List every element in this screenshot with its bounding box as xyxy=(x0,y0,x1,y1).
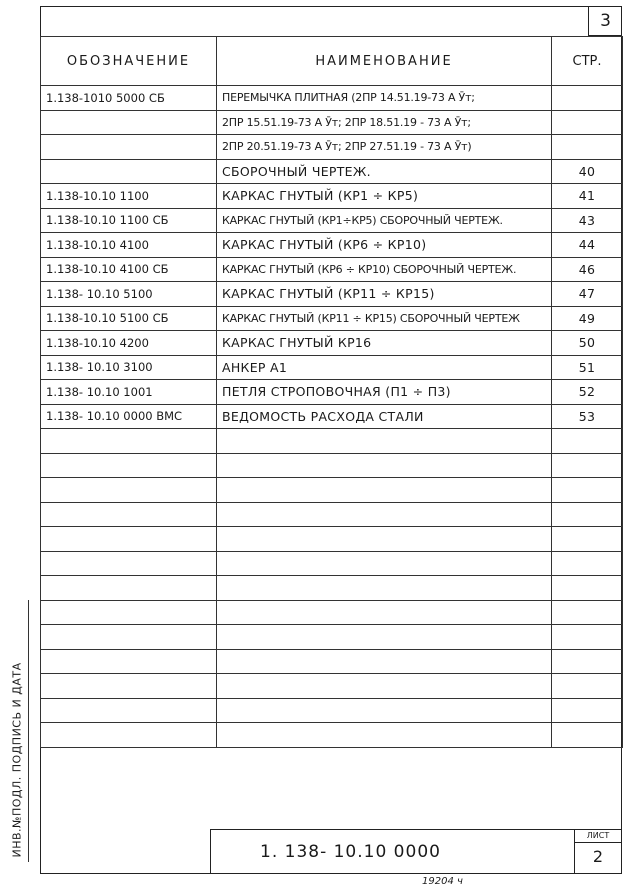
header-designation: ОБОЗНАЧЕНИЕ xyxy=(41,37,217,86)
side-stamp xyxy=(6,600,28,862)
cell-name: КАРКАС ГНУТЫЙ (КР11 ÷ КР15) xyxy=(217,282,552,307)
cell-page xyxy=(552,110,623,135)
cell-name xyxy=(217,625,552,650)
header-page: СТР. xyxy=(552,37,623,86)
table-row xyxy=(41,86,623,111)
cell-designation xyxy=(41,502,217,527)
cell-name: ПЕТЛЯ СТРОПОВОЧНАЯ (П1 ÷ П3) xyxy=(217,380,552,405)
cell-name xyxy=(217,674,552,699)
cell-name xyxy=(217,600,552,625)
table-row xyxy=(41,282,623,307)
cell-page xyxy=(552,698,623,723)
table-row xyxy=(41,625,623,650)
cell-page: 50 xyxy=(552,331,623,356)
cell-name xyxy=(217,502,552,527)
cell-page xyxy=(552,429,623,454)
cell-page xyxy=(552,576,623,601)
cell-designation xyxy=(41,674,217,699)
cell-page: 40 xyxy=(552,159,623,184)
cell-page: 52 xyxy=(552,380,623,405)
table-row xyxy=(41,110,623,135)
table-header-row xyxy=(41,37,623,86)
sheet-box xyxy=(574,829,622,874)
side-divider xyxy=(28,600,29,862)
table-row xyxy=(41,576,623,601)
table-row xyxy=(41,674,623,699)
table-row xyxy=(41,306,623,331)
cell-page xyxy=(552,649,623,674)
table-row xyxy=(41,380,623,405)
cell-name: 2ПР 20.51.19-73 А Ӯт; 2ПР 27.51.19 - 73 А Ӯт) xyxy=(217,135,552,160)
cell-page xyxy=(552,527,623,552)
cell-designation: 1.138-10.10 4100 xyxy=(41,233,217,258)
cell-page xyxy=(552,86,623,111)
cell-page xyxy=(552,135,623,160)
page-number: 3 xyxy=(588,6,622,36)
cell-name xyxy=(217,429,552,454)
table-row xyxy=(41,723,623,748)
sheet-label: ЛИСТ xyxy=(575,829,621,843)
cell-name xyxy=(217,649,552,674)
cell-name xyxy=(217,576,552,601)
table-row xyxy=(41,649,623,674)
cell-designation: 1.138-10.10 1100 xyxy=(41,184,217,209)
table-row xyxy=(41,600,623,625)
cell-designation xyxy=(41,527,217,552)
cell-name: КАРКАС ГНУТЫЙ (КР6 ÷ КР10) СБОРОЧНЫЙ ЧЕРТЕЖ. xyxy=(217,257,552,282)
cell-page: 44 xyxy=(552,233,623,258)
table-row xyxy=(41,453,623,478)
cell-designation xyxy=(41,625,217,650)
cell-page xyxy=(552,502,623,527)
cell-name: ВЕДОМОСТЬ РАСХОДА СТАЛИ xyxy=(217,404,552,429)
cell-designation: 1.138-1010 5000 СБ xyxy=(41,86,217,111)
cell-designation xyxy=(41,723,217,748)
cell-designation xyxy=(41,478,217,503)
table-row xyxy=(41,233,623,258)
cell-page xyxy=(552,674,623,699)
cell-page xyxy=(552,478,623,503)
cell-page xyxy=(552,600,623,625)
contents-table xyxy=(40,36,623,748)
cell-designation xyxy=(41,551,217,576)
cell-designation: 1.138-10.10 4100 СБ xyxy=(41,257,217,282)
header-name: НАИМЕНОВАНИЕ xyxy=(217,37,552,86)
table-row xyxy=(41,331,623,356)
table-row xyxy=(41,208,623,233)
cell-designation xyxy=(41,576,217,601)
cell-name xyxy=(217,527,552,552)
cell-name xyxy=(217,478,552,503)
cell-page: 51 xyxy=(552,355,623,380)
table-row xyxy=(41,478,623,503)
cell-name: КАРКАС ГНУТЫЙ (КР6 ÷ КР10) xyxy=(217,233,552,258)
cell-page xyxy=(552,723,623,748)
cell-name: КАРКАС ГНУТЫЙ (КР11 ÷ КР15) СБОРОЧНЫЙ ЧЕРТЕЖ xyxy=(217,306,552,331)
table-row xyxy=(41,135,623,160)
sheet-number: 2 xyxy=(592,847,604,866)
cell-name: 2ПР 15.51.19-73 А Ӯт; 2ПР 18.51.19 - 73 А Ӯт; xyxy=(217,110,552,135)
cell-designation xyxy=(41,453,217,478)
table-row xyxy=(41,257,623,282)
cell-name xyxy=(217,551,552,576)
cell-designation xyxy=(41,159,217,184)
table-row xyxy=(41,355,623,380)
cell-page: 49 xyxy=(552,306,623,331)
side-stamp-text: ИНВ.№ПОДЛ. ПОДПИСЬ И ДАТА xyxy=(10,662,24,858)
cell-designation: 1.138- 10.10 3100 xyxy=(41,355,217,380)
cell-designation xyxy=(41,698,217,723)
table-row xyxy=(41,527,623,552)
cell-name: КАРКАС ГНУТЫЙ КР16 xyxy=(217,331,552,356)
cell-designation: 1.138-10.10 1100 СБ xyxy=(41,208,217,233)
cell-name: ПЕРЕМЫЧКА ПЛИТНАЯ (2ПР 14.51.19-73 А Ӯт; xyxy=(217,86,552,111)
cell-page xyxy=(552,453,623,478)
cell-designation xyxy=(41,600,217,625)
footer-note: 19204 ч xyxy=(422,876,463,887)
cell-designation xyxy=(41,429,217,454)
cell-designation xyxy=(41,649,217,674)
table-row xyxy=(41,502,623,527)
table-row xyxy=(41,184,623,209)
cell-designation: 1.138- 10.10 5100 xyxy=(41,282,217,307)
document-code: 1. 138- 10.10 0000 xyxy=(260,842,441,862)
cell-designation xyxy=(41,135,217,160)
cell-designation: 1.138- 10.10 1001 xyxy=(41,380,217,405)
cell-designation: 1.138-10.10 4200 xyxy=(41,331,217,356)
cell-page: 47 xyxy=(552,282,623,307)
cell-page xyxy=(552,625,623,650)
table-row xyxy=(41,159,623,184)
cell-designation: 1.138-10.10 5100 СБ xyxy=(41,306,217,331)
cell-name: КАРКАС ГНУТЫЙ (КР1 ÷ КР5) xyxy=(217,184,552,209)
table-row xyxy=(41,404,623,429)
cell-designation xyxy=(41,110,217,135)
cell-name xyxy=(217,453,552,478)
table-row xyxy=(41,551,623,576)
cell-page: 53 xyxy=(552,404,623,429)
cell-name: АНКЕР А1 xyxy=(217,355,552,380)
table-row xyxy=(41,429,623,454)
cell-name: КАРКАС ГНУТЫЙ (КР1÷КР5) СБОРОЧНЫЙ ЧЕРТЕЖ. xyxy=(217,208,552,233)
cell-name xyxy=(217,698,552,723)
cell-name xyxy=(217,723,552,748)
cell-page: 46 xyxy=(552,257,623,282)
cell-name: СБОРОЧНЫЙ ЧЕРТЕЖ. xyxy=(217,159,552,184)
cell-page: 43 xyxy=(552,208,623,233)
cell-designation: 1.138- 10.10 0000 ВМС xyxy=(41,404,217,429)
cell-page: 41 xyxy=(552,184,623,209)
table-row xyxy=(41,698,623,723)
cell-page xyxy=(552,551,623,576)
